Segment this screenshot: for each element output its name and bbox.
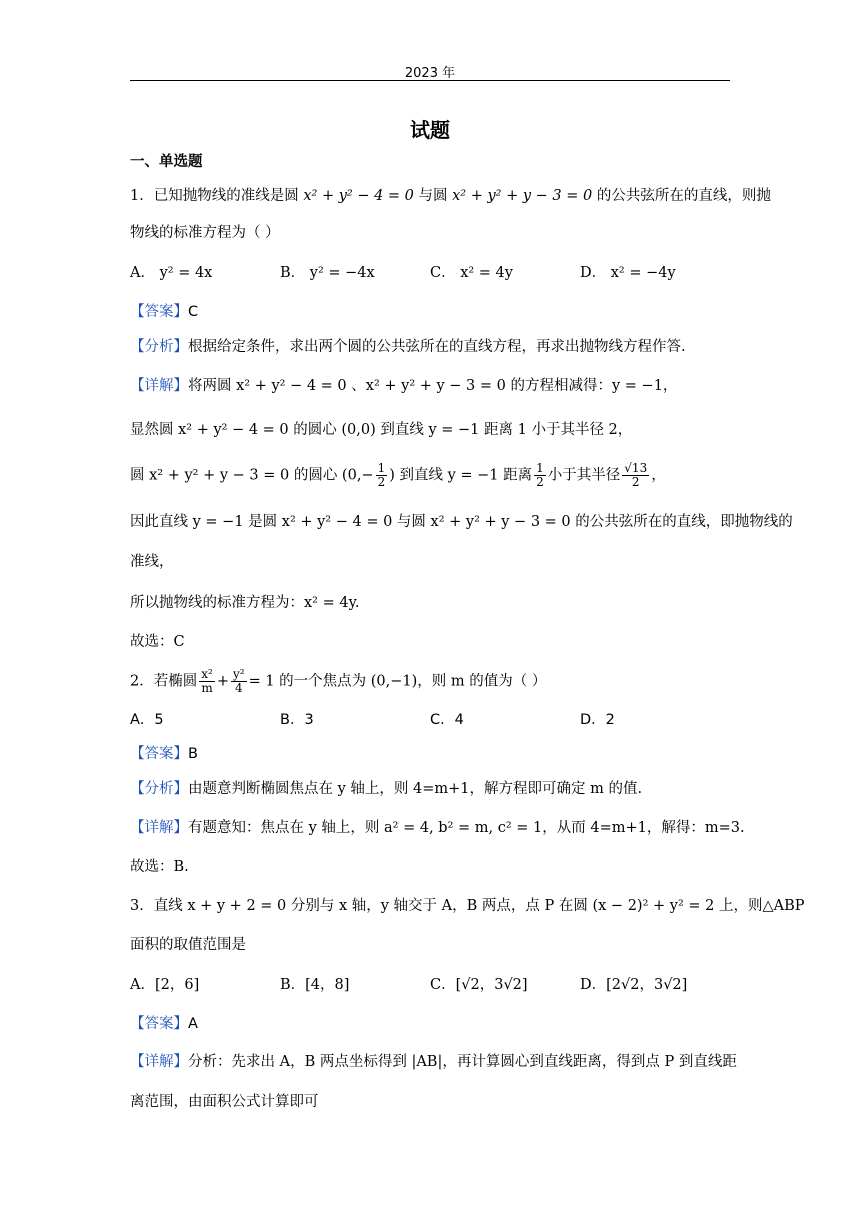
q3-line-1: 3．直线 x + y + 2 = 0 分别与 x 轴，y 轴交于 A，B 两点，点 P 在圆 (x − 2)² + y² = 2 上，则△ABP	[130, 898, 805, 914]
q1-choose: 故选：C	[130, 634, 185, 650]
detail-tag: 【详解】	[130, 378, 188, 394]
q2-line-1: 2．若椭圆 $\frac{\text{x²}}{m}$ + $\frac{\text{y²}}{4}$ = 1 的一个焦点为 (0,−1)，则 m 的值为（ ）	[130, 667, 547, 695]
fraction-numerator: 1	[536, 461, 544, 475]
fraction-x2-over-m	[199, 668, 215, 695]
q1-detail-3a: 圆 x² + y² + y − 3 = 0 的圆心 (0,−	[130, 467, 374, 484]
q1-option-a: A． y² = 4x	[130, 265, 213, 281]
q1-line-2: 物线的标准方程为（ ）	[130, 225, 280, 241]
fraction-denominator: 2	[377, 475, 386, 489]
answer-tag: 【答案】	[130, 1016, 188, 1032]
q2-answer-line	[130, 743, 198, 765]
q1-detail-line-3	[130, 462, 666, 489]
fraction-denominator: 2	[536, 475, 544, 489]
fraction-y2-over-4	[231, 668, 247, 695]
fraction-numerator: y²	[232, 667, 245, 681]
q1-analysis: 根据给定条件，求出两个圆的公共弦所在的直线方程，再求出抛物线方程作答.	[188, 339, 686, 355]
fraction-sqrt13-over-2	[622, 462, 649, 489]
q2-text-a: 2．若椭圆	[130, 673, 198, 690]
q2-analysis: 由题意判断椭圆焦点在 y 轴上，则 4=m+1，解方程即可确定 m 的值.	[188, 781, 643, 797]
q2-answer: B	[188, 746, 198, 762]
fraction-numerator: x²	[201, 667, 213, 681]
q2-option-c: C．4	[430, 712, 464, 728]
fraction-denominator: m	[201, 681, 213, 695]
answer-tag: 【答案】	[130, 746, 188, 762]
q2-detail-line	[130, 817, 745, 839]
q1-text-b: 与圆	[418, 188, 448, 204]
q1-answer: C	[188, 304, 199, 320]
q1-detail-line-4: 因此直线 y = −1 是圆 x² + y² − 4 = 0 与圆 x² + y² + y − 3 = 0 的公共弦所在的直线，即抛物线的	[130, 514, 793, 530]
q1-detail-line-2: 显然圆 x² + y² − 4 = 0 的圆心 (0,0) 到直线 y = −1 距离 1 小于其半径 2，	[130, 422, 633, 438]
q3-line-2: 面积的取值范围是	[130, 937, 246, 953]
page-header-year: 2023 年	[404, 66, 456, 81]
q3-detail-line-2: 离范围，由面积公式计算即可	[130, 1094, 319, 1110]
q3-detail-1: 分析：先求出 A，B 两点坐标得到 |AB|，再计算圆心到直线距离，得到点 P 到直线距	[188, 1054, 737, 1070]
fraction-denominator: 2	[631, 475, 640, 489]
q2-text-b: = 1 的一个焦点为 (0,−1)，则 m 的值为（ ）	[248, 673, 547, 690]
q3-option-c: C．[√2，3√2]	[430, 977, 528, 993]
q2-detail: 有题意知：焦点在 y 轴上，则 a² = 4, b² = m, c² = 1，从而 4=m+1，解得：m=3.	[188, 820, 745, 836]
q2-option-a: A．5	[130, 712, 164, 728]
q1-option-c: C． x² = 4y	[430, 265, 513, 281]
q1-detail-3b: ) 到直线 y = −1 距离	[389, 467, 533, 484]
q2-option-b: B．3	[280, 712, 314, 728]
q1-option-d: D． x² = −4y	[580, 265, 676, 281]
q1-detail-line-6: 所以抛物线的标准方程为：x² = 4y.	[130, 595, 360, 611]
fraction-denominator: 4	[234, 681, 243, 695]
q3-detail-line-1	[130, 1051, 737, 1073]
q1-eq-circle-2: x² + y² + y − 3 = 0	[452, 188, 593, 204]
q3-answer-line	[130, 1013, 198, 1035]
detail-tag: 【详解】	[130, 820, 188, 836]
fraction-one-half	[376, 462, 388, 489]
q3-option-a: A．[2，6]	[130, 977, 200, 993]
q1-text-c: 的公共弦所在的直线，则抛	[596, 188, 771, 204]
header-rule	[130, 80, 730, 81]
q1-line-1	[130, 185, 771, 207]
q1-detail-line-5: 准线，	[130, 554, 174, 570]
page-title: 试题	[410, 118, 450, 142]
q1-analysis-line	[130, 336, 686, 358]
q1-answer-line	[130, 301, 198, 323]
detail-tag: 【详解】	[130, 1054, 188, 1070]
fraction-numerator: 1	[377, 461, 386, 475]
q3-answer: A	[188, 1016, 198, 1032]
q1-option-b: B． y² = −4x	[280, 265, 375, 281]
answer-tag: 【答案】	[130, 304, 188, 320]
analysis-tag: 【分析】	[130, 781, 188, 797]
q2-option-d: D．2	[580, 712, 615, 728]
analysis-tag: 【分析】	[130, 339, 188, 355]
q1-eq-circle-1: x² + y² − 4 = 0	[303, 188, 414, 204]
q1-detail-line-1	[130, 375, 677, 397]
q1-detail-1: 将两圆 x² + y² − 4 = 0 、x² + y² + y − 3 = 0 的方程相减得：y = −1，	[188, 378, 678, 394]
q1-text-a: 1．已知抛物线的准线是圆	[130, 188, 299, 204]
q1-detail-3d: ，	[651, 467, 666, 484]
q2-choose: 故选：B.	[130, 859, 189, 875]
q3-option-b: B．[4，8]	[280, 977, 350, 993]
q1-detail-3c: 小于其半径	[547, 467, 621, 484]
fraction-numerator: √13	[624, 461, 648, 475]
section-heading: 一、单选题	[130, 154, 203, 170]
q3-option-d: D．[2√2，3√2]	[580, 977, 688, 993]
q2-analysis-line	[130, 778, 642, 800]
fraction-one-half-2	[534, 462, 546, 489]
